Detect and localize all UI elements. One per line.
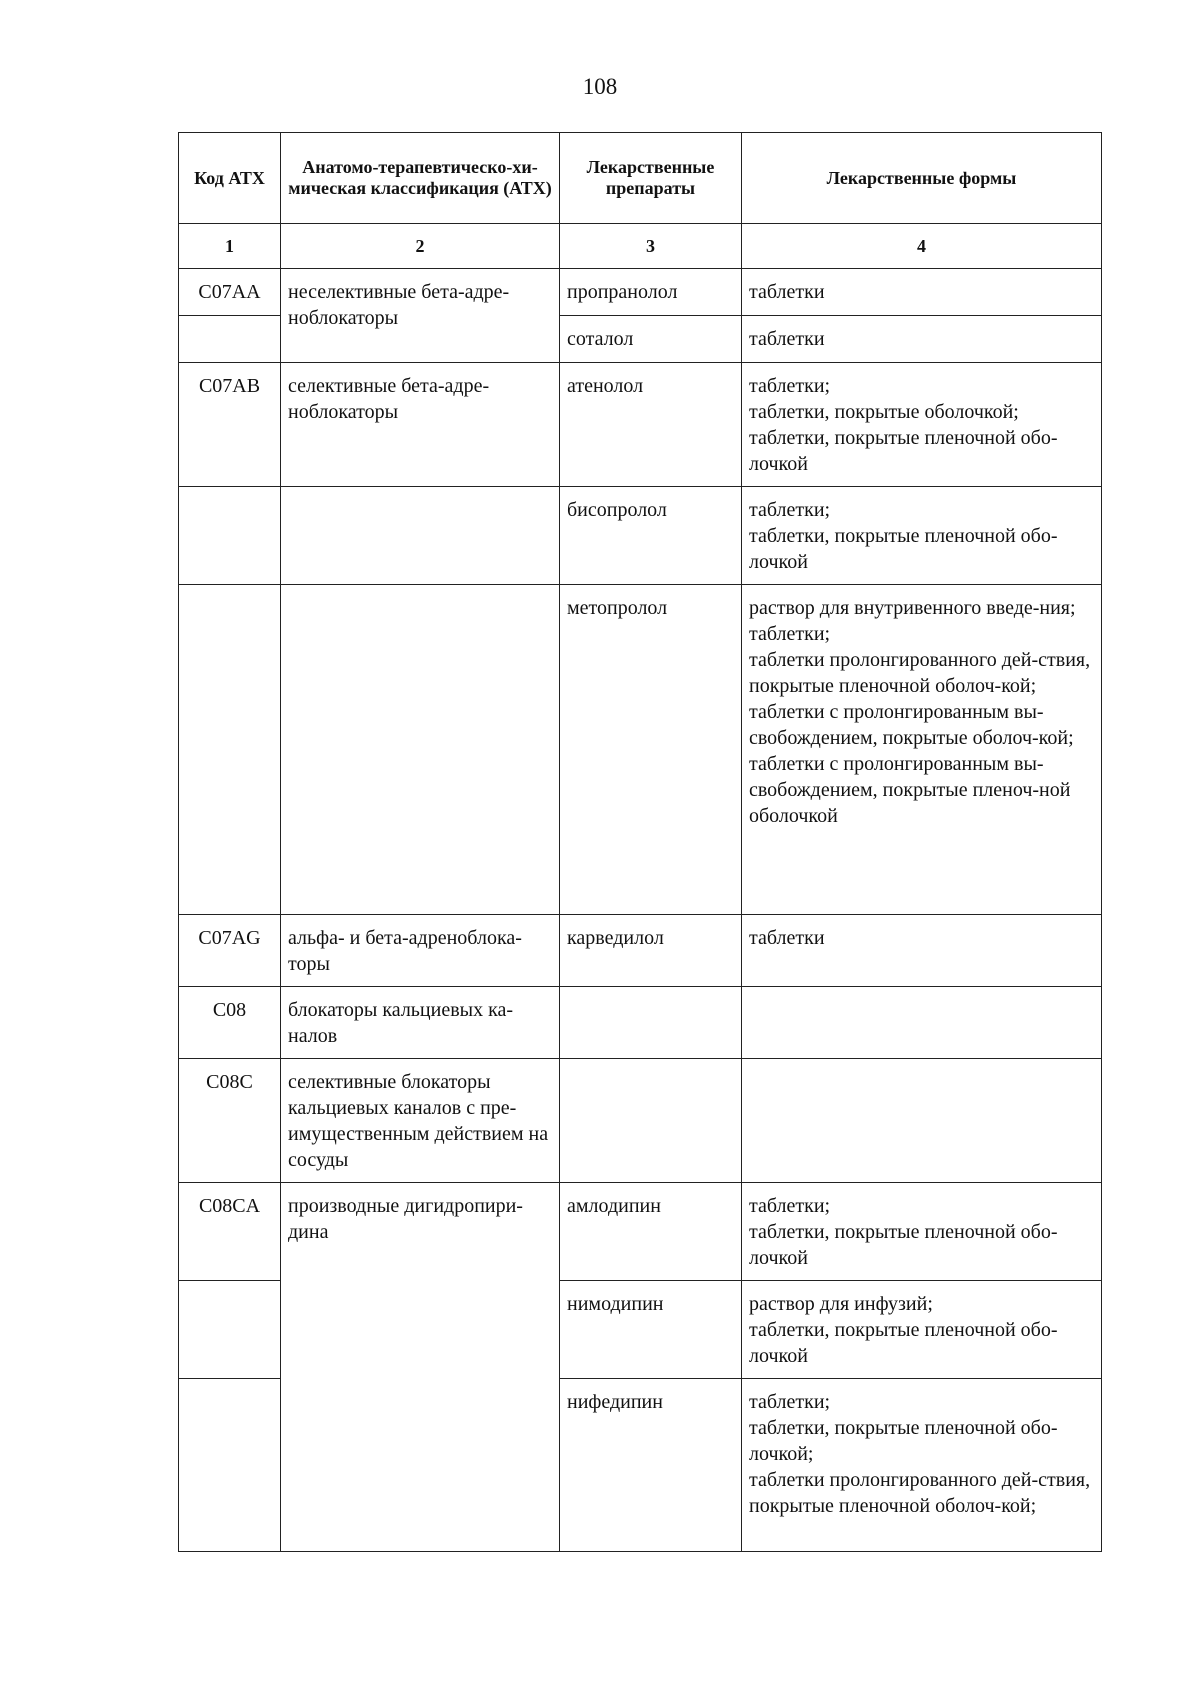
- drug-cell: соталол: [560, 316, 742, 363]
- form-line: таблетки;: [749, 1195, 831, 1217]
- drug-cell: [560, 987, 742, 1059]
- drug-cell: карведилол: [560, 915, 742, 987]
- form-line: таблетки, покрытые пленочной обо-лочкой;: [749, 1417, 1058, 1465]
- header-forms: Лекарственные формы: [742, 133, 1102, 224]
- header-row: [179, 133, 1102, 224]
- form-line: таблетки: [749, 927, 825, 949]
- classification-cell: [281, 585, 560, 915]
- table-row: [179, 585, 1102, 915]
- forms-cell: [742, 987, 1102, 1059]
- column-number-row: [179, 224, 1102, 269]
- atx-code-cell: C07AA: [179, 269, 281, 316]
- forms-cell: [742, 1059, 1102, 1183]
- form-line: таблетки;: [749, 375, 831, 397]
- header-drugs: Лекарственные препараты: [560, 133, 742, 224]
- atx-code-cell: [179, 1379, 281, 1552]
- classification-cell: неселективные бета-адре-ноблокаторы: [281, 269, 560, 363]
- drug-cell: амлодипин: [560, 1183, 742, 1281]
- form-line: таблетки: [749, 328, 825, 350]
- table-row: [179, 487, 1102, 585]
- atx-code-cell: C07AB: [179, 363, 281, 487]
- form-line: таблетки с пролонгированным вы-свобождением, покрытые пленоч-ной оболочкой: [749, 753, 1071, 827]
- forms-cell: [742, 585, 1102, 915]
- atx-code-cell: C08CA: [179, 1183, 281, 1281]
- page-number: 108: [582, 74, 618, 99]
- form-line: раствор для внутривенного введе-ния;: [749, 597, 1076, 619]
- form-line: таблетки;: [749, 499, 831, 521]
- atx-code-cell: [179, 585, 281, 915]
- header-classification: Анатомо-терапевтическо-хи-мическая классификация (АТХ): [281, 133, 560, 224]
- drug-cell: пропранолол: [560, 269, 742, 316]
- form-line: таблетки;: [749, 623, 831, 645]
- table-row: [179, 1183, 1102, 1281]
- forms-cell: [742, 1281, 1102, 1379]
- drug-cell: [560, 1059, 742, 1183]
- table-row: [179, 269, 1102, 316]
- drug-cell: бисопролол: [560, 487, 742, 585]
- atx-code-cell: C08: [179, 987, 281, 1059]
- form-line: таблетки, покрытые оболочкой;: [749, 401, 1019, 423]
- table-row: [179, 987, 1102, 1059]
- form-line: таблетки, покрытые пленочной обо-лочкой: [749, 1221, 1058, 1269]
- header-code: Код АТХ: [179, 133, 281, 224]
- classification-cell: селективные бета-адре-ноблокаторы: [281, 363, 560, 487]
- column-number: 4: [742, 224, 1102, 269]
- form-line: таблетки с пролонгированным вы-свобождением, покрытые оболоч-кой;: [749, 701, 1074, 749]
- forms-cell: [742, 269, 1102, 316]
- forms-cell: [742, 487, 1102, 585]
- column-number: 1: [179, 224, 281, 269]
- form-line: таблетки, покрытые пленочной обо-лочкой: [749, 427, 1058, 475]
- column-number: 2: [281, 224, 560, 269]
- drug-cell: нимодипин: [560, 1281, 742, 1379]
- atx-code-cell: [179, 1281, 281, 1379]
- form-line: таблетки, покрытые пленочной обо-лочкой: [749, 525, 1058, 573]
- form-line: таблетки пролонгированного дей-ствия, покрытые пленочной оболоч-кой;: [749, 649, 1091, 697]
- form-line: таблетки: [749, 281, 825, 303]
- classification-cell: [281, 487, 560, 585]
- table-row: [179, 363, 1102, 487]
- classification-cell: селективные блокаторы кальциевых каналов с пре-имущественным действием на сосуды: [281, 1059, 560, 1183]
- classification-cell: производные дигидропири-дина: [281, 1183, 560, 1552]
- atx-code-cell: [179, 316, 281, 363]
- drug-cell: атенолол: [560, 363, 742, 487]
- form-line: таблетки, покрытые пленочной обо-лочкой: [749, 1319, 1058, 1367]
- forms-cell: [742, 915, 1102, 987]
- column-number: 3: [560, 224, 742, 269]
- drug-cell: нифедипин: [560, 1379, 742, 1552]
- forms-cell: [742, 316, 1102, 363]
- table-row: [179, 915, 1102, 987]
- atx-code-cell: [179, 487, 281, 585]
- forms-cell: [742, 1183, 1102, 1281]
- drug-cell: метопролол: [560, 585, 742, 915]
- form-line: таблетки пролонгированного дей-ствия, покрытые пленочной оболоч-кой;: [749, 1469, 1091, 1517]
- forms-cell: [742, 363, 1102, 487]
- table-row: [179, 1059, 1102, 1183]
- atx-table: [178, 132, 1102, 1552]
- form-line: таблетки;: [749, 1391, 831, 1413]
- classification-cell: альфа- и бета-адреноблока-торы: [281, 915, 560, 987]
- forms-cell: [742, 1379, 1102, 1552]
- classification-cell: блокаторы кальциевых ка-налов: [281, 987, 560, 1059]
- form-line: раствор для инфузий;: [749, 1293, 933, 1315]
- atx-code-cell: C07AG: [179, 915, 281, 987]
- atx-code-cell: C08C: [179, 1059, 281, 1183]
